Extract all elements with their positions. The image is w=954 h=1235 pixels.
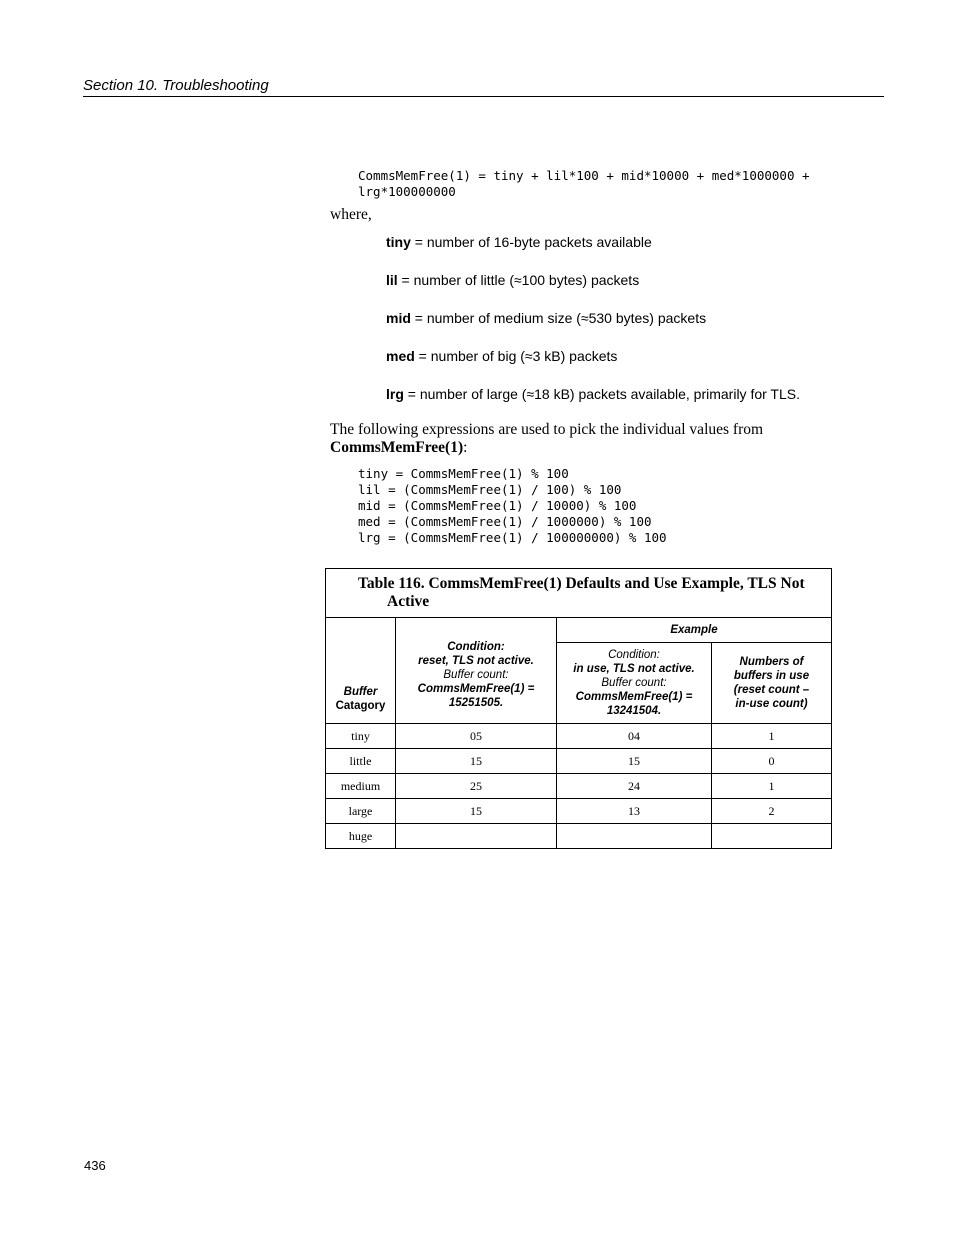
section-title: Section 10. Troubleshooting bbox=[83, 77, 269, 94]
cell-diff: 2 bbox=[712, 799, 832, 824]
cell-reset: 25 bbox=[396, 774, 557, 799]
header-example: Example bbox=[557, 618, 832, 643]
header-text: (reset count – bbox=[733, 684, 810, 696]
header-text: Buffer bbox=[343, 686, 378, 698]
cell-reset bbox=[396, 824, 557, 849]
cell-inuse: 15 bbox=[557, 749, 712, 774]
cell-category: large bbox=[326, 799, 396, 824]
cell-reset: 05 bbox=[396, 724, 557, 749]
cell-category: huge bbox=[326, 824, 396, 849]
paragraph-bold: CommsMemFree(1) bbox=[330, 439, 464, 456]
definition-term: lil bbox=[386, 272, 398, 288]
definition-item bbox=[386, 384, 800, 422]
cell-reset: 15 bbox=[396, 799, 557, 824]
definition-term: lrg bbox=[386, 386, 404, 402]
where-label: where, bbox=[330, 206, 372, 223]
header-buffers-in-use bbox=[712, 643, 832, 724]
cell-inuse: 24 bbox=[557, 774, 712, 799]
header-text: Buffer count: bbox=[601, 677, 667, 689]
cell-inuse: 13 bbox=[557, 799, 712, 824]
table-row bbox=[326, 774, 832, 799]
definition-term: mid bbox=[386, 310, 411, 326]
paragraph-end: : bbox=[463, 439, 468, 456]
cell-category: medium bbox=[326, 774, 396, 799]
caption-line-1: Table 116. CommsMemFree(1) Defaults and Use Example, TLS Not bbox=[358, 575, 805, 592]
table-row bbox=[326, 824, 832, 849]
intro-paragraph bbox=[330, 421, 800, 457]
definition-term: med bbox=[386, 348, 415, 364]
definition-item bbox=[386, 308, 800, 346]
table-row bbox=[326, 799, 832, 824]
formula-code: CommsMemFree(1) = tiny + lil*100 + mid*10000 + med*1000000 + lrg*100000000 bbox=[358, 168, 810, 199]
table-caption bbox=[326, 569, 832, 618]
definition-item bbox=[386, 346, 800, 384]
cell-diff: 0 bbox=[712, 749, 832, 774]
cell-diff: 1 bbox=[712, 774, 832, 799]
definition-item bbox=[386, 270, 800, 308]
cell-category: little bbox=[326, 749, 396, 774]
header-text: in-use count) bbox=[735, 698, 808, 710]
definition-text: = number of large (≈18 kB) packets available, primarily for TLS. bbox=[403, 386, 800, 402]
cell-inuse bbox=[557, 824, 712, 849]
definitions-list bbox=[386, 232, 800, 422]
header-text: 15251505. bbox=[448, 696, 504, 709]
header-text: reset, TLS not active. bbox=[418, 654, 534, 667]
header-text: 13241504. bbox=[606, 705, 662, 717]
definition-text: = number of 16-byte packets available bbox=[410, 234, 652, 250]
header-text: CommsMemFree(1) = bbox=[417, 682, 535, 695]
header-text: Condition: bbox=[608, 649, 660, 661]
paragraph-text: The following expressions are used to pick the individual values from bbox=[330, 421, 764, 438]
header-reset-condition bbox=[396, 618, 557, 724]
header-buffer-category bbox=[326, 618, 396, 724]
cell-diff: 1 bbox=[712, 724, 832, 749]
header-text: Buffer count: bbox=[443, 668, 509, 681]
cell-inuse: 04 bbox=[557, 724, 712, 749]
cell-reset: 15 bbox=[396, 749, 557, 774]
page-header bbox=[83, 76, 884, 97]
table-row bbox=[326, 749, 832, 774]
header-inuse-condition bbox=[557, 643, 712, 724]
caption-line-2: Active bbox=[387, 593, 430, 610]
cell-category: tiny bbox=[326, 724, 396, 749]
definition-text: = number of little (≈100 bytes) packets bbox=[397, 272, 640, 288]
cell-diff bbox=[712, 824, 832, 849]
header-text: in use, TLS not active. bbox=[573, 663, 695, 675]
definition-term: tiny bbox=[386, 234, 411, 250]
header-text: buffers in use bbox=[733, 670, 810, 682]
header-text: Condition: bbox=[447, 640, 505, 653]
table-row bbox=[326, 724, 832, 749]
header-text: Catagory bbox=[335, 700, 386, 712]
buffer-table bbox=[325, 568, 831, 849]
header-text: CommsMemFree(1) = bbox=[575, 691, 693, 703]
definition-text: = number of big (≈3 kB) packets bbox=[414, 348, 618, 364]
definition-text: = number of medium size (≈530 bytes) packets bbox=[410, 310, 707, 326]
page-number: 436 bbox=[84, 1158, 106, 1173]
expressions-code: tiny = CommsMemFree(1) % 100 lil = (CommsMemFree(1) / 100) % 100 mid = (CommsMemFree(1) / 10000) % 100 med = (CommsMemFree(1) / 1000000) % 100 lrg = (CommsMemFree(1) / 100000000) % 100 bbox=[358, 466, 667, 545]
definition-item bbox=[386, 232, 800, 270]
header-text: Numbers of bbox=[739, 656, 804, 668]
